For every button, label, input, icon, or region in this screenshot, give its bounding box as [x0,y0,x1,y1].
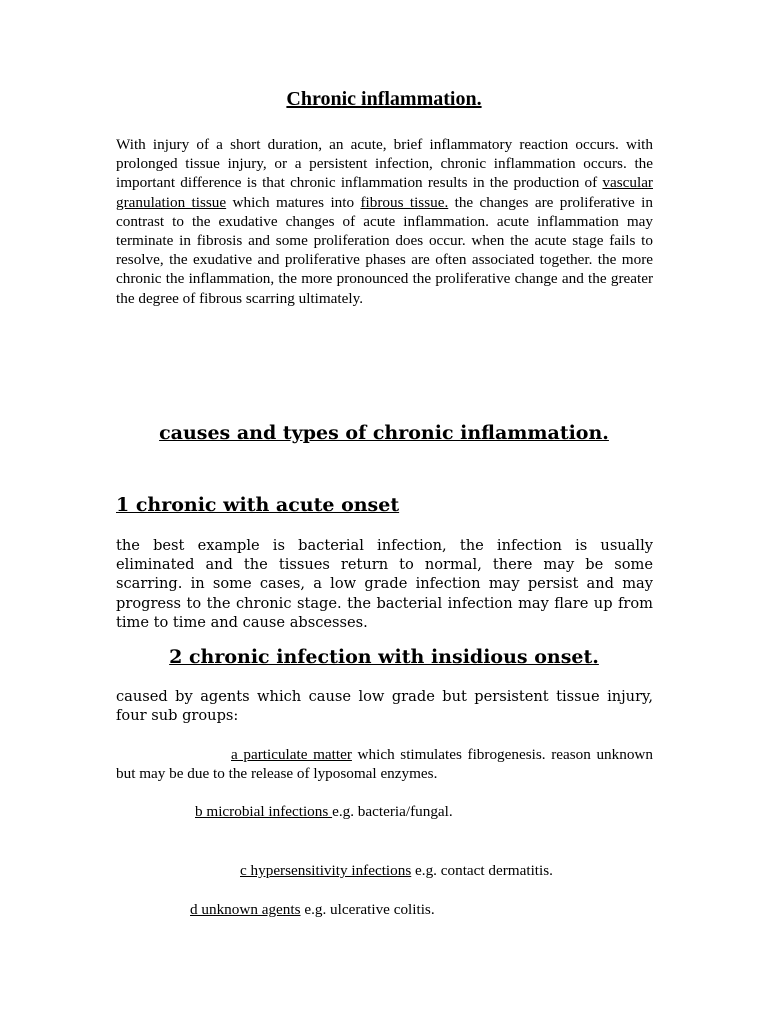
subgroup-b-text: e.g. bacteria/fungal. [332,803,453,820]
subgroup-c-term: c hypersensitivity infections [240,862,412,879]
section2-paragraph: caused by agents which cause low grade but persistent tissue injury, four sub groups: [116,688,653,725]
subgroup-c-text: e.g. contact dermatitis. [411,862,553,879]
subgroup-a-term: a particulate matter [231,746,352,763]
subgroup-d [190,900,435,919]
subgroup-d-term: d unknown agents [190,901,301,918]
intro-paragraph [116,135,653,308]
intro-text-1: With injury of a short duration, an acute, brief inflammatory reaction occurs. with prolonged tissue injury, or a persistent infection, chronic inflammation occurs. the important difference is that chronic inflammation results in the production of [116,136,653,192]
section1-heading: 1 chronic with acute onset [116,494,400,516]
subgroup-d-text: e.g. ulcerative colitis. [300,901,435,918]
section-heading: causes and types of chronic inflammation. [159,422,609,444]
section1-paragraph: the best example is bacterial infection, the infection is usually eliminated and the tissues return to normal, there may be some scarring. in some cases, a low grade infection may persist and may progress to the chronic stage. the bacterial infection may flare up from time to time and cause abscesses. [116,537,653,631]
document-title: Chronic inflammation. [286,88,482,110]
intro-text-2: which matures into [226,193,361,211]
subgroup-b [195,802,453,821]
term-fibrous-tissue: fibrous tissue. [360,193,449,211]
subgroup-a [116,745,653,783]
subgroup-b-term: b microbial infections [195,803,333,820]
section2-heading: 2 chronic infection with insidious onset. [169,646,599,668]
subgroup-a-text: which stimulates fibrogenesis. reason unknown but may be due to the release of lyposomal enzymes. [116,746,653,783]
intro-text-3: the changes are proliferative in contrast to the exudative changes of acute inflammation. acute inflammation may terminate in fibrosis and some proliferation does occur. when the acute stage fails to resolve, the exudative and proliferative phases are often associated together. the more chronic the inflammation, the more pronounced the proliferative change and the greater the degree of fibrous scarring ultimately. [116,193,653,307]
subgroup-c [240,861,553,880]
term-vascular-granulation-tissue: vascular granulation tissue [116,174,653,211]
